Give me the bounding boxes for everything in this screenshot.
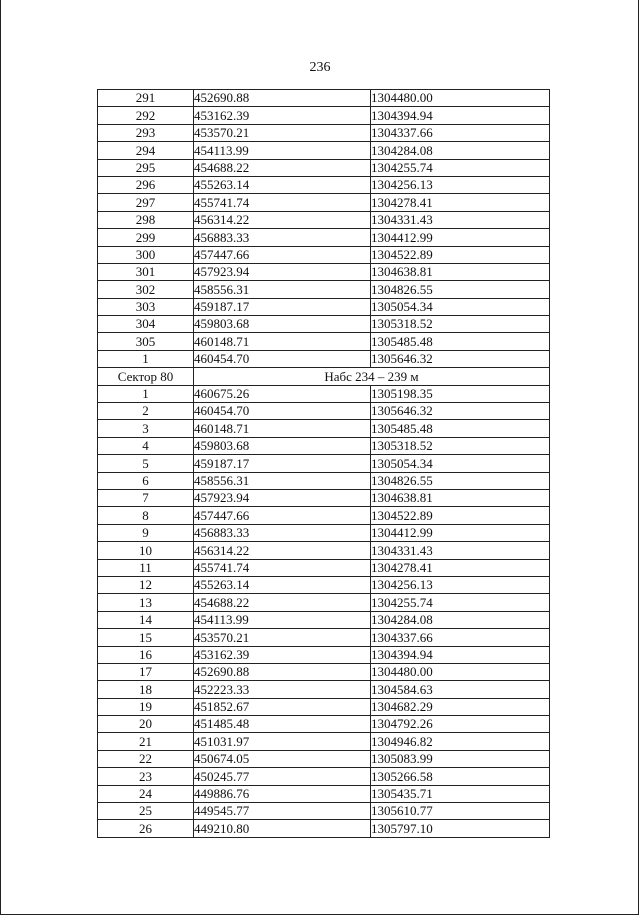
point-number: 13 [98, 594, 194, 611]
table-row [98, 524, 550, 541]
point-number: 302 [98, 281, 194, 298]
point-number: 14 [98, 611, 194, 628]
point-number: 15 [98, 629, 194, 646]
x-coordinate: 453570.21 [194, 124, 371, 141]
point-number: 294 [98, 142, 194, 159]
x-coordinate: 460148.71 [194, 420, 371, 437]
y-coordinate: 1305797.10 [371, 820, 550, 837]
y-coordinate: 1304480.00 [371, 663, 550, 680]
y-coordinate: 1304284.08 [371, 611, 550, 628]
x-coordinate: 450245.77 [194, 768, 371, 785]
x-coordinate: 454688.22 [194, 159, 371, 176]
point-number: 20 [98, 716, 194, 733]
section-header [98, 368, 550, 385]
point-number: 5 [98, 455, 194, 472]
x-coordinate: 454688.22 [194, 594, 371, 611]
point-number: 19 [98, 698, 194, 715]
table-row [98, 281, 550, 298]
table-row [98, 768, 550, 785]
x-coordinate: 451031.97 [194, 733, 371, 750]
table-row [98, 542, 550, 559]
x-coordinate: 460454.70 [194, 350, 371, 367]
y-coordinate: 1304394.94 [371, 646, 550, 663]
y-coordinate: 1305610.77 [371, 803, 550, 820]
table-row [98, 646, 550, 663]
y-coordinate: 1304682.29 [371, 698, 550, 715]
y-coordinate: 1304826.55 [371, 472, 550, 489]
x-coordinate: 457923.94 [194, 489, 371, 506]
y-coordinate: 1305646.32 [371, 403, 550, 420]
x-coordinate: 455741.74 [194, 194, 371, 211]
section-row [98, 368, 550, 385]
y-coordinate: 1304826.55 [371, 281, 550, 298]
point-number: 10 [98, 542, 194, 559]
point-number: 22 [98, 750, 194, 767]
x-coordinate: 455741.74 [194, 559, 371, 576]
table-row [98, 194, 550, 211]
y-coordinate: 1304256.13 [371, 176, 550, 193]
x-coordinate: 453162.39 [194, 646, 371, 663]
point-number: 12 [98, 576, 194, 593]
y-coordinate: 1304278.41 [371, 194, 550, 211]
x-coordinate: 449545.77 [194, 803, 371, 820]
point-number: 9 [98, 524, 194, 541]
x-coordinate: 449210.80 [194, 820, 371, 837]
y-coordinate: 1304331.43 [371, 542, 550, 559]
point-number: 4 [98, 437, 194, 454]
y-coordinate: 1304480.00 [371, 90, 550, 107]
top-rows [98, 90, 550, 368]
table-row [98, 316, 550, 333]
table-row [98, 489, 550, 506]
x-coordinate: 457923.94 [194, 263, 371, 280]
point-number: 11 [98, 559, 194, 576]
point-number: 295 [98, 159, 194, 176]
y-coordinate: 1304792.26 [371, 716, 550, 733]
point-number: 6 [98, 472, 194, 489]
table-row [98, 629, 550, 646]
table-row [98, 576, 550, 593]
table-row [98, 455, 550, 472]
y-coordinate: 1304638.81 [371, 263, 550, 280]
y-coordinate: 1305435.71 [371, 785, 550, 802]
point-number: 297 [98, 194, 194, 211]
point-number: 23 [98, 768, 194, 785]
y-coordinate: 1304256.13 [371, 576, 550, 593]
table-row [98, 716, 550, 733]
table-row [98, 733, 550, 750]
y-coordinate: 1305198.35 [371, 385, 550, 402]
y-coordinate: 1305054.34 [371, 298, 550, 315]
x-coordinate: 453162.39 [194, 107, 371, 124]
x-coordinate: 451852.67 [194, 698, 371, 715]
section-title: Набс 234 – 239 м [194, 368, 550, 385]
y-coordinate: 1304255.74 [371, 594, 550, 611]
table-row [98, 803, 550, 820]
point-number: 300 [98, 246, 194, 263]
y-coordinate: 1304638.81 [371, 489, 550, 506]
point-number: 24 [98, 785, 194, 802]
point-number: 303 [98, 298, 194, 315]
x-coordinate: 452223.33 [194, 681, 371, 698]
point-number: 1 [98, 350, 194, 367]
x-coordinate: 456314.22 [194, 211, 371, 228]
x-coordinate: 449886.76 [194, 785, 371, 802]
table-row [98, 90, 550, 107]
point-number: 292 [98, 107, 194, 124]
point-number: 2 [98, 403, 194, 420]
coordinates-table [97, 89, 550, 838]
point-number: 8 [98, 507, 194, 524]
x-coordinate: 455263.14 [194, 176, 371, 193]
table-row [98, 298, 550, 315]
point-number: 305 [98, 333, 194, 350]
x-coordinate: 460454.70 [194, 403, 371, 420]
x-coordinate: 460148.71 [194, 333, 371, 350]
table-row [98, 107, 550, 124]
x-coordinate: 457447.66 [194, 507, 371, 524]
point-number: 298 [98, 211, 194, 228]
table-row [98, 820, 550, 837]
table-row [98, 124, 550, 141]
section-label: Сектор 80 [98, 368, 194, 385]
point-number: 16 [98, 646, 194, 663]
x-coordinate: 459187.17 [194, 298, 371, 315]
table-row [98, 350, 550, 367]
y-coordinate: 1304412.99 [371, 524, 550, 541]
x-coordinate: 458556.31 [194, 281, 371, 298]
table-row [98, 229, 550, 246]
table-row [98, 333, 550, 350]
y-coordinate: 1304522.89 [371, 246, 550, 263]
x-coordinate: 457447.66 [194, 246, 371, 263]
point-number: 17 [98, 663, 194, 680]
table-row [98, 611, 550, 628]
y-coordinate: 1304412.99 [371, 229, 550, 246]
x-coordinate: 456314.22 [194, 542, 371, 559]
table-row [98, 663, 550, 680]
table-row [98, 385, 550, 402]
point-number: 7 [98, 489, 194, 506]
x-coordinate: 454113.99 [194, 142, 371, 159]
y-coordinate: 1304278.41 [371, 559, 550, 576]
x-coordinate: 459803.68 [194, 316, 371, 333]
point-number: 3 [98, 420, 194, 437]
y-coordinate: 1305054.34 [371, 455, 550, 472]
x-coordinate: 452690.88 [194, 90, 371, 107]
table-row [98, 559, 550, 576]
point-number: 291 [98, 90, 194, 107]
x-coordinate: 455263.14 [194, 576, 371, 593]
x-coordinate: 458556.31 [194, 472, 371, 489]
table-row [98, 594, 550, 611]
y-coordinate: 1304255.74 [371, 159, 550, 176]
x-coordinate: 452690.88 [194, 663, 371, 680]
table-row [98, 750, 550, 767]
y-coordinate: 1305318.52 [371, 437, 550, 454]
x-coordinate: 453570.21 [194, 629, 371, 646]
table-row [98, 142, 550, 159]
table-row [98, 472, 550, 489]
point-number: 296 [98, 176, 194, 193]
y-coordinate: 1305485.48 [371, 333, 550, 350]
x-coordinate: 456883.33 [194, 229, 371, 246]
y-coordinate: 1304946.82 [371, 733, 550, 750]
point-number: 299 [98, 229, 194, 246]
y-coordinate: 1304522.89 [371, 507, 550, 524]
y-coordinate: 1304284.08 [371, 142, 550, 159]
table-row [98, 785, 550, 802]
table-row [98, 176, 550, 193]
table-row [98, 211, 550, 228]
table-row [98, 507, 550, 524]
x-coordinate: 450674.05 [194, 750, 371, 767]
y-coordinate: 1304394.94 [371, 107, 550, 124]
table-row [98, 263, 550, 280]
x-coordinate: 454113.99 [194, 611, 371, 628]
x-coordinate: 460675.26 [194, 385, 371, 402]
x-coordinate: 459803.68 [194, 437, 371, 454]
y-coordinate: 1305318.52 [371, 316, 550, 333]
y-coordinate: 1304584.63 [371, 681, 550, 698]
y-coordinate: 1305083.99 [371, 750, 550, 767]
table-row [98, 246, 550, 263]
x-coordinate: 456883.33 [194, 524, 371, 541]
point-number: 301 [98, 263, 194, 280]
point-number: 25 [98, 803, 194, 820]
x-coordinate: 459187.17 [194, 455, 371, 472]
point-number: 1 [98, 385, 194, 402]
y-coordinate: 1305485.48 [371, 420, 550, 437]
point-number: 21 [98, 733, 194, 750]
table-row [98, 403, 550, 420]
point-number: 26 [98, 820, 194, 837]
point-number: 293 [98, 124, 194, 141]
table-row [98, 698, 550, 715]
point-number: 304 [98, 316, 194, 333]
y-coordinate: 1305646.32 [371, 350, 550, 367]
table-row [98, 420, 550, 437]
point-number: 18 [98, 681, 194, 698]
page-number: 236 [309, 60, 331, 75]
y-coordinate: 1304331.43 [371, 211, 550, 228]
bottom-rows [98, 385, 550, 837]
y-coordinate: 1305266.58 [371, 768, 550, 785]
y-coordinate: 1304337.66 [371, 629, 550, 646]
table-row [98, 437, 550, 454]
table-row [98, 159, 550, 176]
x-coordinate: 451485.48 [194, 716, 371, 733]
table-row [98, 681, 550, 698]
y-coordinate: 1304337.66 [371, 124, 550, 141]
